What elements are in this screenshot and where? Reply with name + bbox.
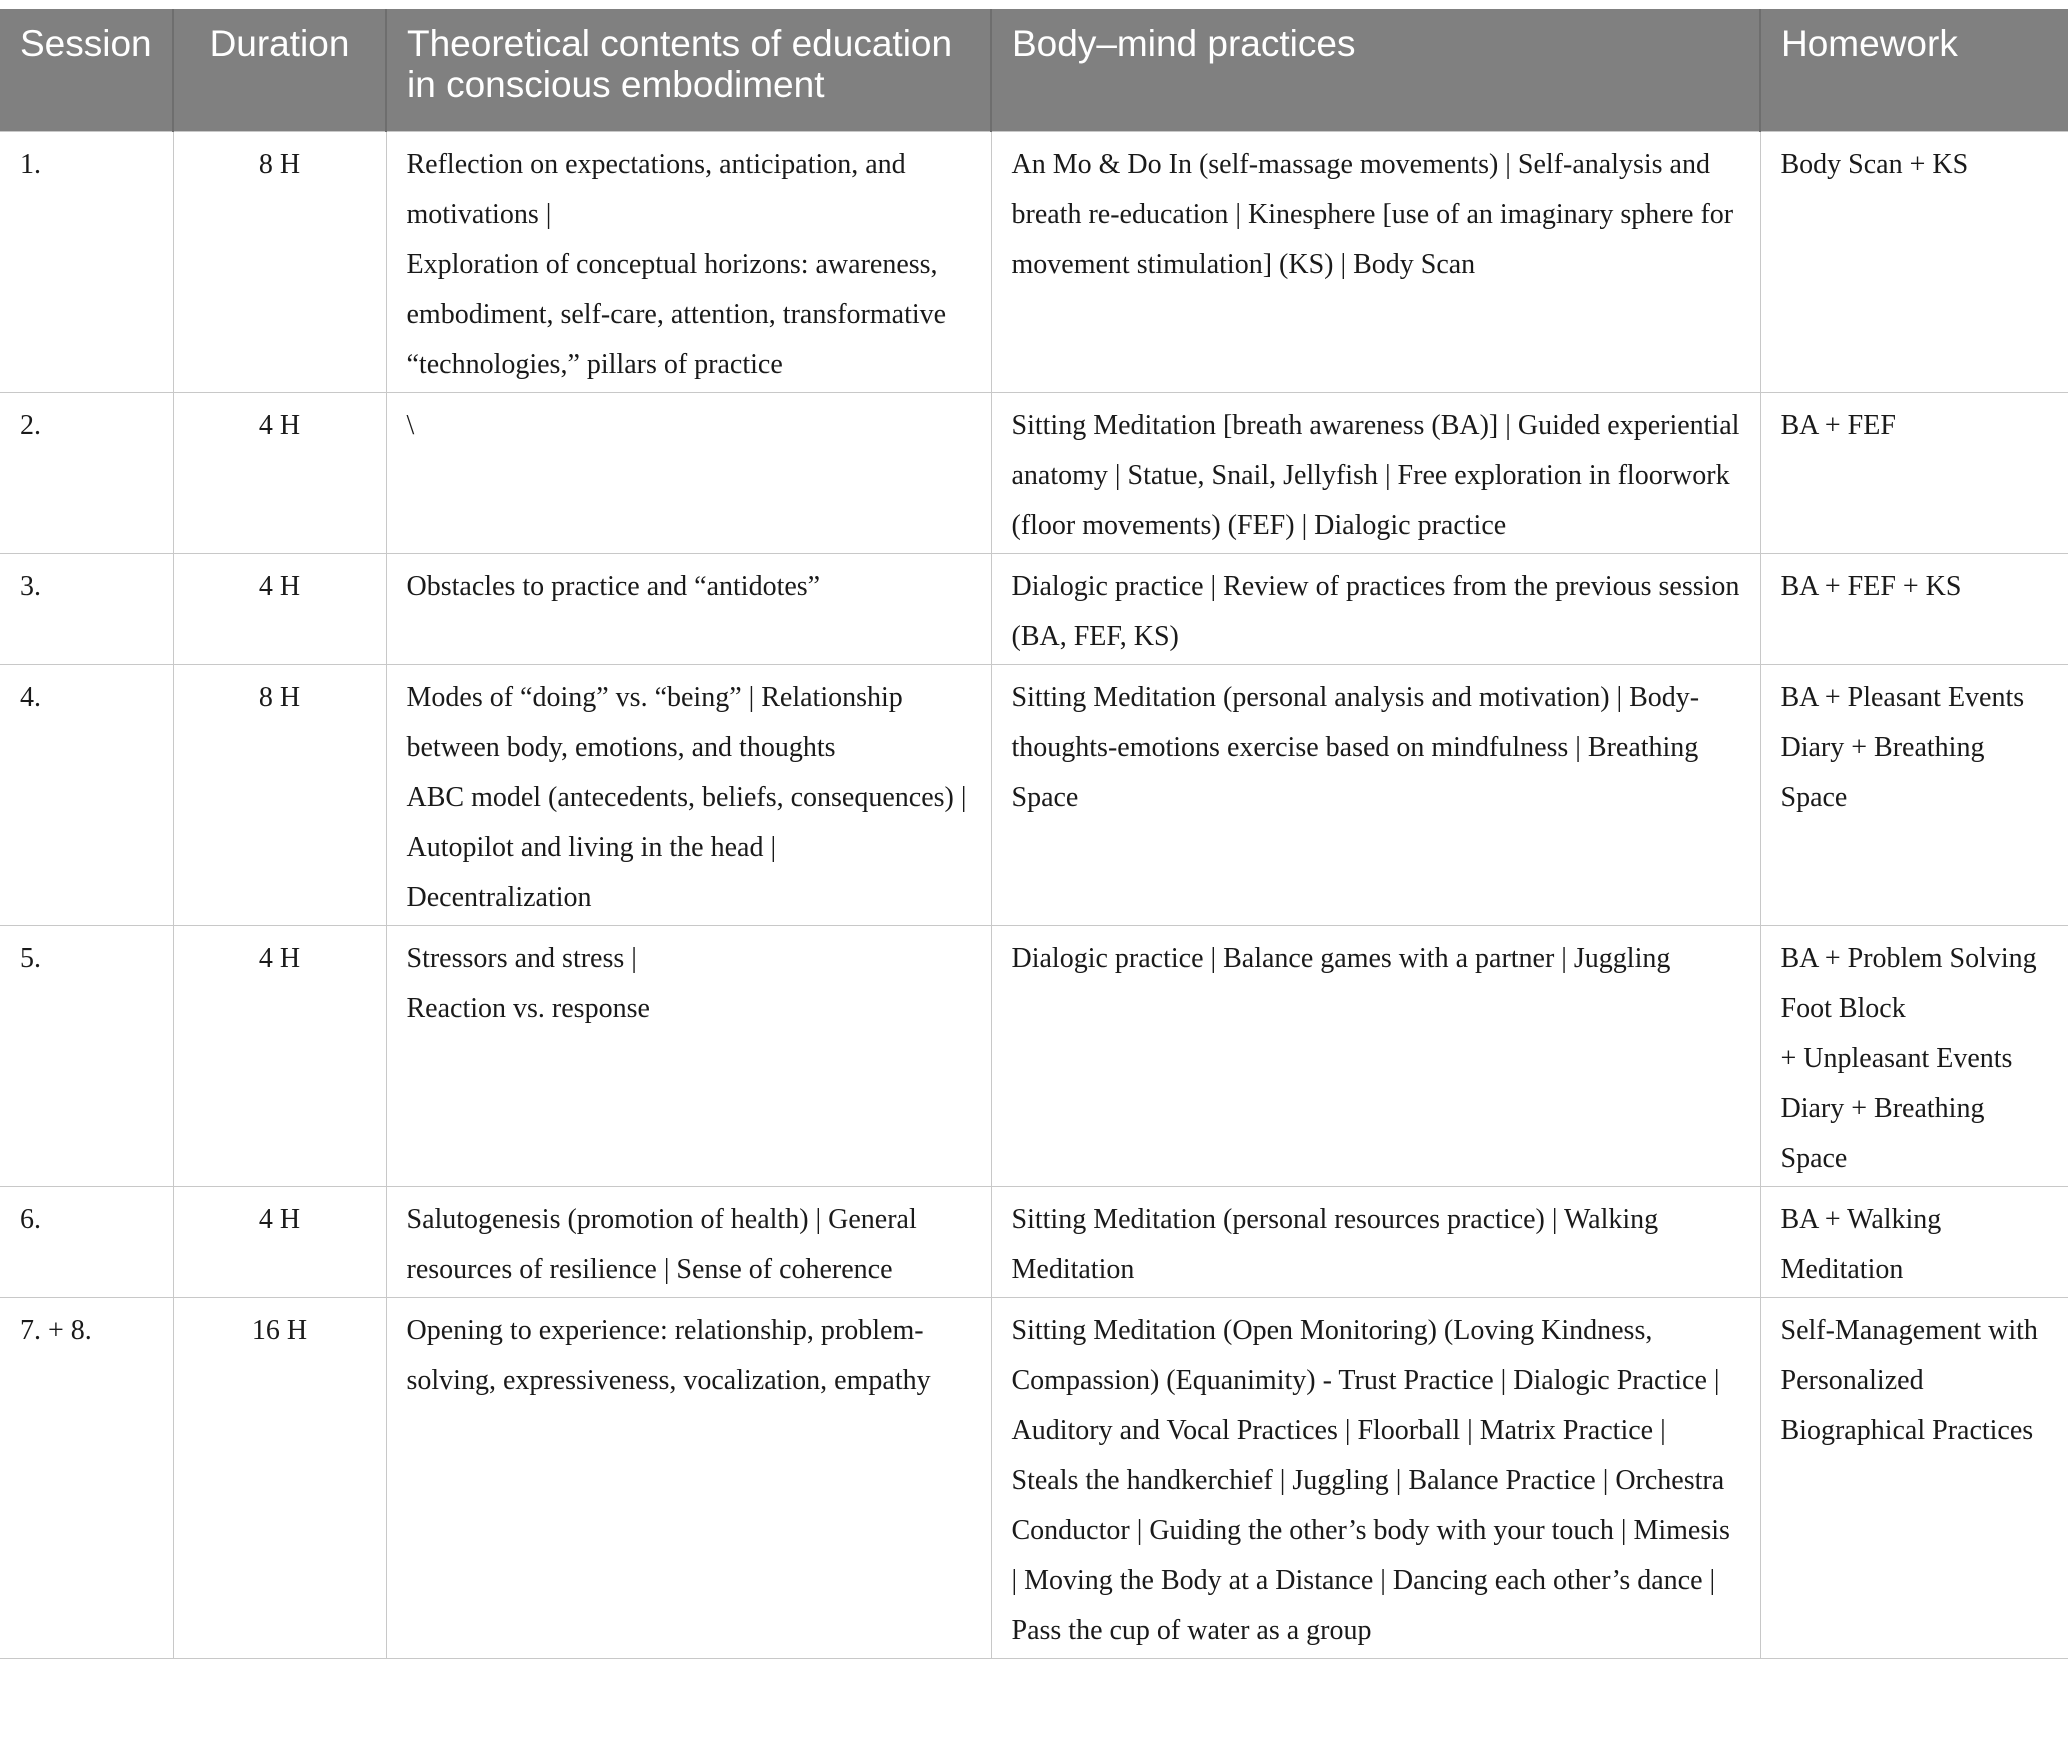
header-practices: Body–mind practices xyxy=(991,9,1760,131)
cell-theory: Opening to experience: relationship, problem-solving, expressiveness, vocalization, empathy xyxy=(386,1297,991,1658)
cell-theory: Stressors and stress | Reaction vs. response xyxy=(386,925,991,1186)
header-row xyxy=(0,9,2068,131)
table-row xyxy=(0,1297,2068,1658)
cell-theory: Reflection on expectations, anticipation, and motivations | Exploration of conceptual horizons: awareness, embodiment, self-care, attention, transformative “technologies,” pillars of practice xyxy=(386,131,991,392)
cell-duration: 4 H xyxy=(173,553,386,664)
cell-duration: 8 H xyxy=(173,131,386,392)
cell-practices: An Mo & Do In (self-massage movements) | Self-analysis and breath re-education | Kinesphere [use of an imaginary sphere for movement stimulation] (KS) | Body Scan xyxy=(991,131,1760,392)
header-session: Session xyxy=(0,9,173,131)
header-homework: Homework xyxy=(1760,9,2068,131)
cell-homework: BA + Problem Solving Foot Block + Unpleasant Events Diary + Breathing Space xyxy=(1760,925,2068,1186)
header-duration: Duration xyxy=(173,9,386,131)
cell-practices: Sitting Meditation (Open Monitoring) (Loving Kindness, Compassion) (Equanimity) - Trust Practice | Dialogic Practice | Auditory and Vocal Practices | Floorball | Matrix Practice | Steals the handkerchief | Juggling | Balance Practice | Orchestra Conductor | Guiding the other’s body with your touch | Mimesis | Moving the Body at a Distance | Dancing each other’s dance | Pass the cup of water as a group xyxy=(991,1297,1760,1658)
table-header xyxy=(0,9,2068,131)
cell-theory: \ xyxy=(386,392,991,553)
cell-homework: BA + Walking Meditation xyxy=(1760,1186,2068,1297)
sessions-table xyxy=(0,9,2068,1659)
cell-homework: Self-Management with Personalized Biographical Practices xyxy=(1760,1297,2068,1658)
cell-theory: Salutogenesis (promotion of health) | General resources of resilience | Sense of coherence xyxy=(386,1186,991,1297)
table-row xyxy=(0,664,2068,925)
cell-session: 1. xyxy=(0,131,173,392)
table-row xyxy=(0,131,2068,392)
cell-session: 6. xyxy=(0,1186,173,1297)
table-row xyxy=(0,553,2068,664)
cell-duration: 8 H xyxy=(173,664,386,925)
cell-homework: BA + FEF + KS xyxy=(1760,553,2068,664)
sessions-table-container xyxy=(0,9,2068,1659)
table-body xyxy=(0,131,2068,1658)
cell-homework: Body Scan + KS xyxy=(1760,131,2068,392)
cell-homework: BA + FEF xyxy=(1760,392,2068,553)
cell-practices: Sitting Meditation [breath awareness (BA)] | Guided experiential anatomy | Statue, Snail, Jellyfish | Free exploration in floorwork (floor movements) (FEF) | Dialogic practice xyxy=(991,392,1760,553)
cell-duration: 16 H xyxy=(173,1297,386,1658)
table-row xyxy=(0,392,2068,553)
table-row xyxy=(0,925,2068,1186)
cell-practices: Dialogic practice | Review of practices from the previous session (BA, FEF, KS) xyxy=(991,553,1760,664)
cell-practices: Dialogic practice | Balance games with a partner | Juggling xyxy=(991,925,1760,1186)
cell-session: 3. xyxy=(0,553,173,664)
cell-homework: BA + Pleasant Events Diary + Breathing Space xyxy=(1760,664,2068,925)
cell-session: 5. xyxy=(0,925,173,1186)
table-row xyxy=(0,1186,2068,1297)
cell-theory: Obstacles to practice and “antidotes” xyxy=(386,553,991,664)
cell-duration: 4 H xyxy=(173,925,386,1186)
cell-theory: Modes of “doing” vs. “being” | Relationship between body, emotions, and thoughts ABC model (antecedents, beliefs, consequences) | Autopilot and living in the head | Decentralization xyxy=(386,664,991,925)
cell-practices: Sitting Meditation (personal analysis and motivation) | Body-thoughts-emotions exercise based on mindfulness | Breathing Space xyxy=(991,664,1760,925)
cell-duration: 4 H xyxy=(173,1186,386,1297)
cell-session: 4. xyxy=(0,664,173,925)
cell-session: 2. xyxy=(0,392,173,553)
header-theory: Theoretical contents of education in conscious embodiment xyxy=(386,9,991,131)
cell-session: 7. + 8. xyxy=(0,1297,173,1658)
cell-practices: Sitting Meditation (personal resources practice) | Walking Meditation xyxy=(991,1186,1760,1297)
cell-duration: 4 H xyxy=(173,392,386,553)
